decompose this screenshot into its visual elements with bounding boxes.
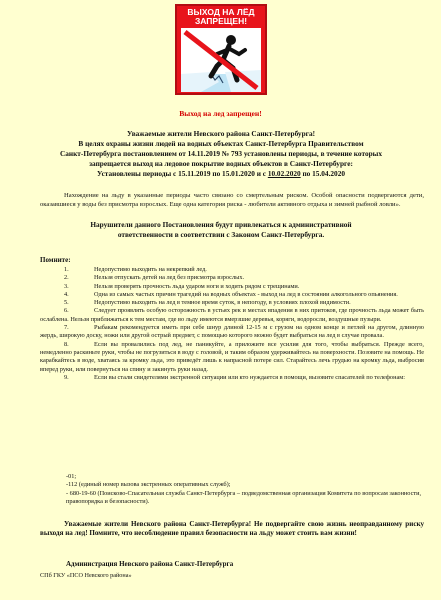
rules-list — [40, 266, 424, 382]
periods-part-1: Установлены периоды с 15.11.2019 по 15.01.2020 и с — [97, 169, 268, 178]
danger-paragraph: Нахождение на льду в указанные периоды часто связано со смертельным риском. Особой опасности подвергаются дети, оказавшиеся у воды без присмотра взрослых. Еще одна категория риска - любители активного отдыха и зимней рыбной ловли». — [40, 192, 424, 208]
intro-line-3: Санкт-Петербурга постановлением от 14.11.2019 № 793 установлены периоды, в течение которых — [59, 149, 383, 158]
list-item: 8. Если вы провалились под лед, не паникуйте, а приложите все усилия для того, чтобы выбраться. Прежде всего, немедленно раскиньте руки, чтобы не погрузиться в воду с головой, и таким образом удерживайтесь на поверхности. Позовите на помощь. Не карабкайтесь в воде, хватаясь за кромку льда, это приведёт лишь к напрасной потере сил. Старайтесь лечь грудью на кромку льда, выбросив вперед руки, или повернуться на спину и закинуть руки назад. — [40, 340, 424, 373]
intro-greeting: Уважаемые жители Невского района Санкт-Петербурга! — [126, 129, 316, 138]
periods-date-link[interactable]: 10.02.2020 — [267, 169, 301, 178]
phone-item: -01; — [66, 473, 77, 480]
no-ice-entry-sign — [175, 4, 267, 95]
sign-title: ВЫХОД НА ЛЁД ЗАПРЕЩЕН! — [187, 7, 255, 26]
list-item: 3. Нельзя проверять прочность льда ударом ноги и ходить рядом с трещинами. — [64, 282, 300, 290]
list-item: 5. Недопустимо выходить на лед в темное время суток, в непогоду, в условиях плохой видимости. — [64, 299, 351, 307]
intro-line-2: В целях охраны жизни людей на водных объектах Санкт-Петербурга Правительством — [78, 139, 364, 148]
intro-line-4: запрещается выход на ледовое покрытие водных объектов в Санкт-Петербурге: — [89, 159, 353, 168]
phone-item: -112 (единый номер вызова экстренных оперативных служб); — [66, 481, 231, 489]
phone-list — [66, 473, 426, 507]
list-item: 9. Если вы стали свидетелями экстренной ситуации или кто нуждается в помощи, вызовите спасателей по телефонам: — [64, 373, 405, 381]
closing-appeal: Уважаемые жители Невского района Санкт-Петербурга! Не подвергайте свою жизнь неоправданному риску выходя на лед! Помните, что несоблюдение правил безопасности на льду может стоить вам жизни! — [40, 520, 424, 538]
list-item: 2. Нельзя отпускать детей на лед без присмотра взрослых. — [64, 274, 245, 282]
phone-item: - 680-19-60 (Поисково-Спасательная служба Санкт-Петербурга – подведомственная организация Комитета по вопросам законности, правопорядка и безопасности). — [66, 489, 422, 506]
violation-line-2: ответственности в соответствии с Законом Санкт-Петербурга. — [117, 230, 325, 239]
list-item: 1. Недопустимо выходить на некрепкий лед. — [64, 266, 207, 273]
list-item: 4. Одна из самых частых причин трагедий на водных объектах - выход на лед в состоянии алкогольного опьянения. — [64, 290, 398, 298]
intro-periods — [26, 169, 416, 179]
list-item: 6. Следует проявлять особую осторожность в устьях рек и местах впадения в них притоков, где прочность льда может быть ослаблена. Нельзя приближаться к тем местам, где во льду имеются вмерзшие деревья, коряги, водоросли, воздушные пузыри. — [40, 307, 424, 323]
person-on-ice-icon — [181, 28, 261, 92]
page-title: Выход на лед запрещен! — [179, 109, 262, 118]
remember-heading: Помните: — [40, 256, 71, 264]
periods-part-2: по 15.04.2020 — [300, 169, 345, 178]
violation-line-1: Нарушители данного Постановления будут привлекаться к административной — [90, 220, 352, 229]
list-item: 7. Рыбакам рекомендуется иметь при себе шнур длиной 12-15 м с грузом на одном конце и петлей на другом, длинную жердь, широкую доску, ножи или другой острый предмет, с помощью которого можно будет выбраться на лед в случае провала. — [40, 324, 424, 340]
signature: Администрация Невского района Санкт-Петербурга — [66, 560, 234, 568]
organization-name: СПб ГКУ «ПСО Невского района» — [40, 572, 132, 579]
